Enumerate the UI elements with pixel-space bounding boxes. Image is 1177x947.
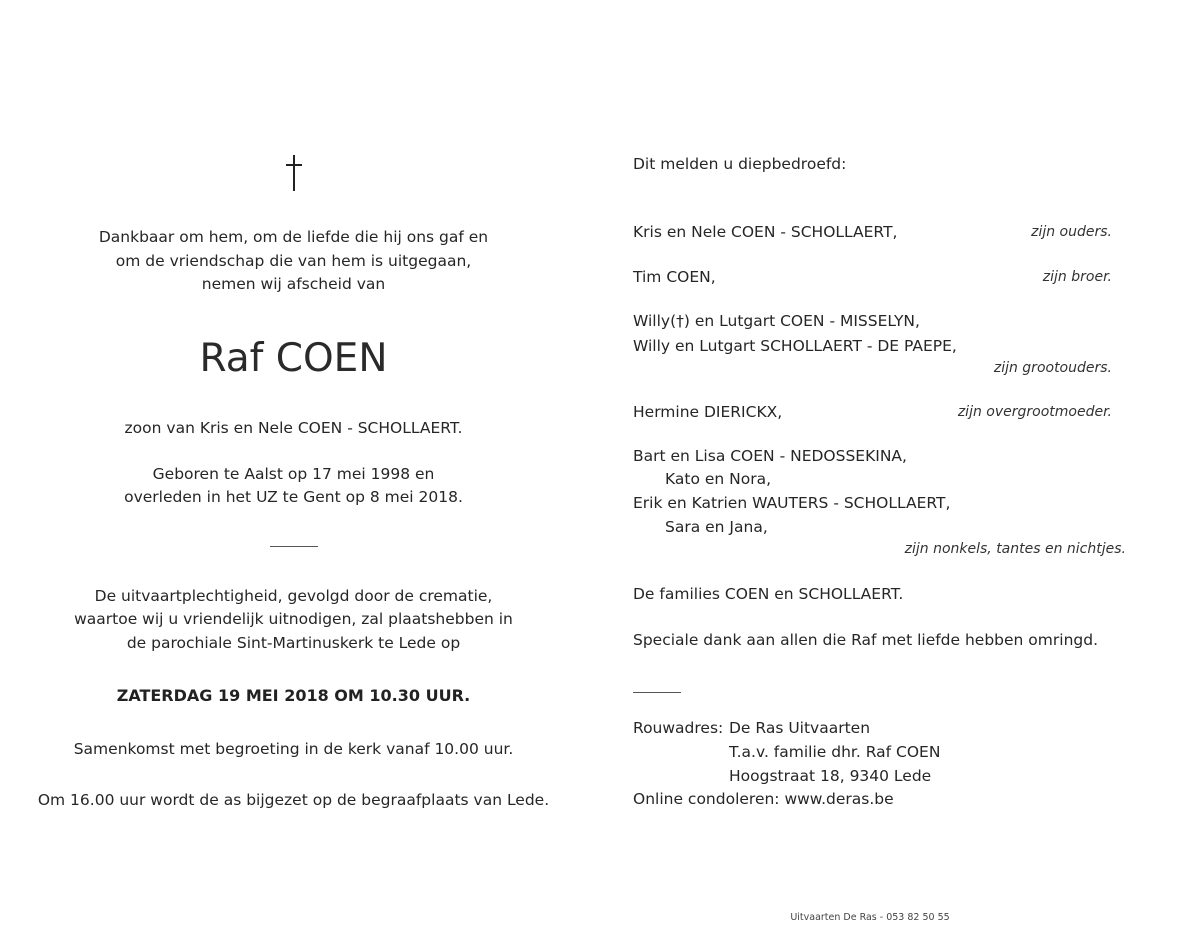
address-line-3: Hoogstraat 18, 9340 Lede (729, 767, 932, 785)
brother-relation: zijn broer. (1042, 269, 1112, 285)
online-condolence-line: Online condoleren: www.deras.be (633, 790, 894, 808)
address-line-1: De Ras Uitvaarten (729, 719, 871, 737)
ceremony-line-3: de parochiale Sint-Martinuskerk te Lede op (126, 634, 461, 652)
thanks-line: Speciale dank aan allen die Raf met liefde hebben omringd. (633, 631, 1098, 649)
great-grandmother-line: Hermine DIERICKX, (633, 403, 783, 421)
brother-line: Tim COEN, (633, 268, 716, 286)
grandparents-relation: zijn grootouders. (993, 360, 1112, 376)
parent-line: zoon van Kris en Nele COEN - SCHOLLAERT. (124, 419, 463, 437)
address-label: Rouwadres: (633, 719, 724, 737)
intro-line-2: om de vriendschap die van hem is uitgegaan, (115, 252, 472, 270)
grandparents-line-2: Willy en Lutgart SCHOLLAERT - DE PAEPE, (633, 337, 957, 355)
uncles-line-4: Sara en Jana, (665, 518, 768, 536)
uncles-relation: zijn nonkels, tantes en nichtjes. (904, 541, 1126, 557)
gathering-line: Samenkomst met begroeting in de kerk vanaf 10.00 uur. (73, 740, 514, 758)
parents-line: Kris en Nele COEN - SCHOLLAERT, (633, 223, 898, 241)
uncles-line-1: Bart en Lisa COEN - NEDOSSEKINA, (633, 447, 907, 465)
divider (270, 546, 318, 547)
burial-line: Om 16.00 uur wordt de as bijgezet op de begraafplaats van Lede. (37, 791, 550, 809)
announcement-heading: Dit melden u diepbedroefd: (633, 155, 847, 173)
ceremony-date: ZATERDAG 19 MEI 2018 OM 10.30 UUR. (116, 686, 471, 705)
great-grandmother-relation: zijn overgrootmoeder. (957, 404, 1112, 420)
ceremony-line-2: waartoe wij u vriendelijk uitnodigen, zal plaatshebben in (74, 610, 513, 628)
uncles-line-2: Kato en Nora, (665, 470, 772, 488)
birth-line-1: Geboren te Aalst op 17 mei 1998 en (152, 465, 435, 483)
deceased-name: Raf COEN (199, 336, 388, 381)
uncles-line-3: Erik en Katrien WAUTERS - SCHOLLAERT, (633, 494, 951, 512)
footer-contact: Uitvaarten De Ras - 053 82 50 55 (790, 912, 950, 923)
cross-icon (283, 155, 305, 191)
intro-line-1: Dankbaar om hem, om de liefde die hij ons gaf en (98, 228, 489, 246)
families-line: De families COEN en SCHOLLAERT. (633, 585, 904, 603)
intro-line-3: nemen wij afscheid van (201, 275, 386, 293)
grandparents-line-1: Willy(†) en Lutgart COEN - MISSELYN, (633, 312, 920, 330)
parents-relation: zijn ouders. (1031, 224, 1112, 240)
ceremony-line-1: De uitvaartplechtigheid, gevolgd door de crematie, (94, 587, 493, 605)
address-line-2: T.a.v. familie dhr. Raf COEN (729, 743, 941, 761)
divider (633, 692, 681, 693)
birth-line-2: overleden in het UZ te Gent op 8 mei 2018. (124, 488, 463, 506)
